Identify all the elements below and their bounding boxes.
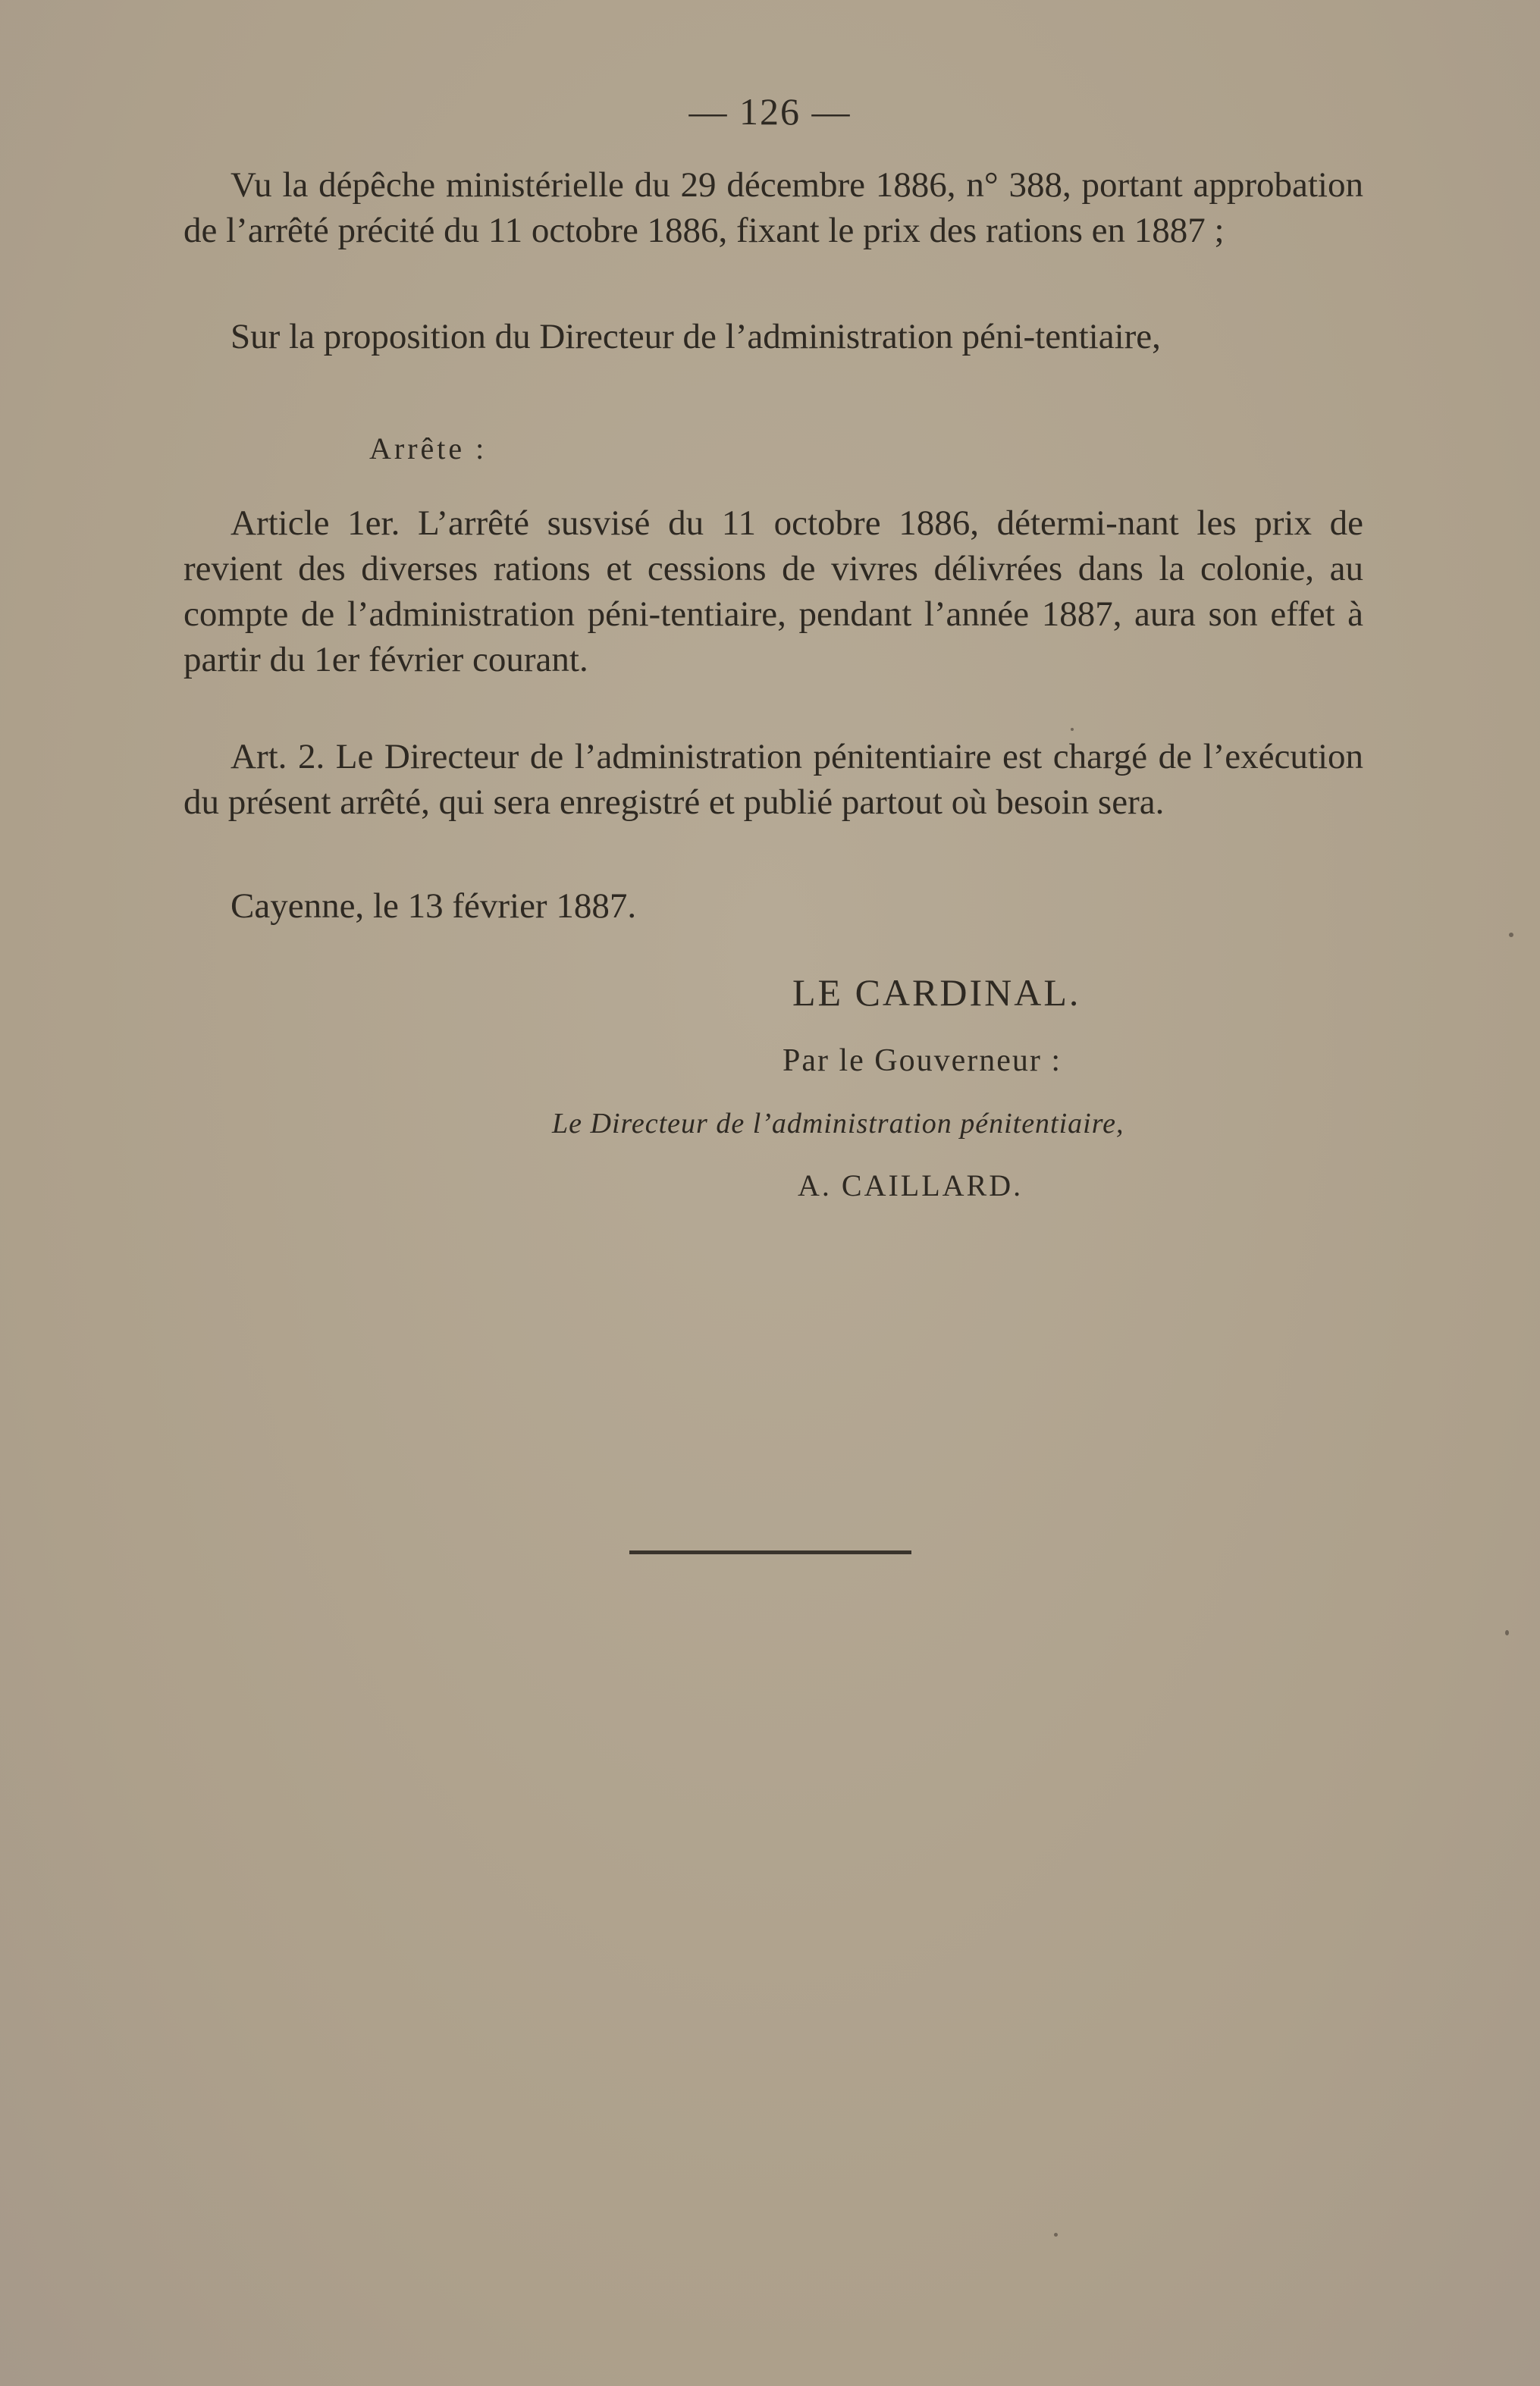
- paragraph-proposition: [183, 314, 1363, 359]
- paper-speck: [1505, 1630, 1509, 1635]
- article-text: Article 1er. L’arrêté susvisé du 11 octobre 1886, détermi-nant les prix de revient des diverses rations et cessions de vivres délivrées dans la colonie, au compte de l’administration péni-tentiaire, pendant l’année 1887, aura son effet à partir du 1er février courant.: [183, 503, 1363, 679]
- place-date: [183, 883, 1363, 929]
- signature-signer: A. CAILLARD.: [798, 1168, 1024, 1202]
- signature-role: Le Directeur de l’administration pénitentiaire,: [552, 1108, 1124, 1140]
- page-number: — 126 —: [688, 90, 852, 133]
- signature-name: LE CARDINAL.: [792, 971, 1081, 1014]
- decree-heading: Arrête :: [369, 431, 488, 466]
- place-date-text: Cayenne, le 13 février 1887.: [231, 886, 637, 926]
- article-1: [183, 500, 1363, 682]
- end-rule: [629, 1550, 911, 1554]
- paper-speck: [1071, 728, 1074, 731]
- paragraph-text: Vu la dépêche ministérielle du 29 décembre 1886, n° 388, portant approbation de l’arrêté précité du 11 octobre 1886, fixant le prix des rations en 1887 ;: [183, 165, 1363, 250]
- paragraph-text: Sur la proposition du Directeur de l’administration péni-tentiaire,: [231, 317, 1161, 356]
- article-2: [183, 734, 1363, 825]
- paper-speck: [1054, 2233, 1058, 2237]
- article-text: Art. 2. Le Directeur de l’administration pénitentiaire est chargé de l’exécution du présent arrêté, qui sera enregistré et publié partout où besoin sera.: [183, 737, 1363, 822]
- signature-by-line: Par le Gouverneur :: [783, 1043, 1062, 1078]
- paragraph-ministerial-dispatch: [183, 162, 1363, 253]
- paper-speck: [1509, 933, 1513, 937]
